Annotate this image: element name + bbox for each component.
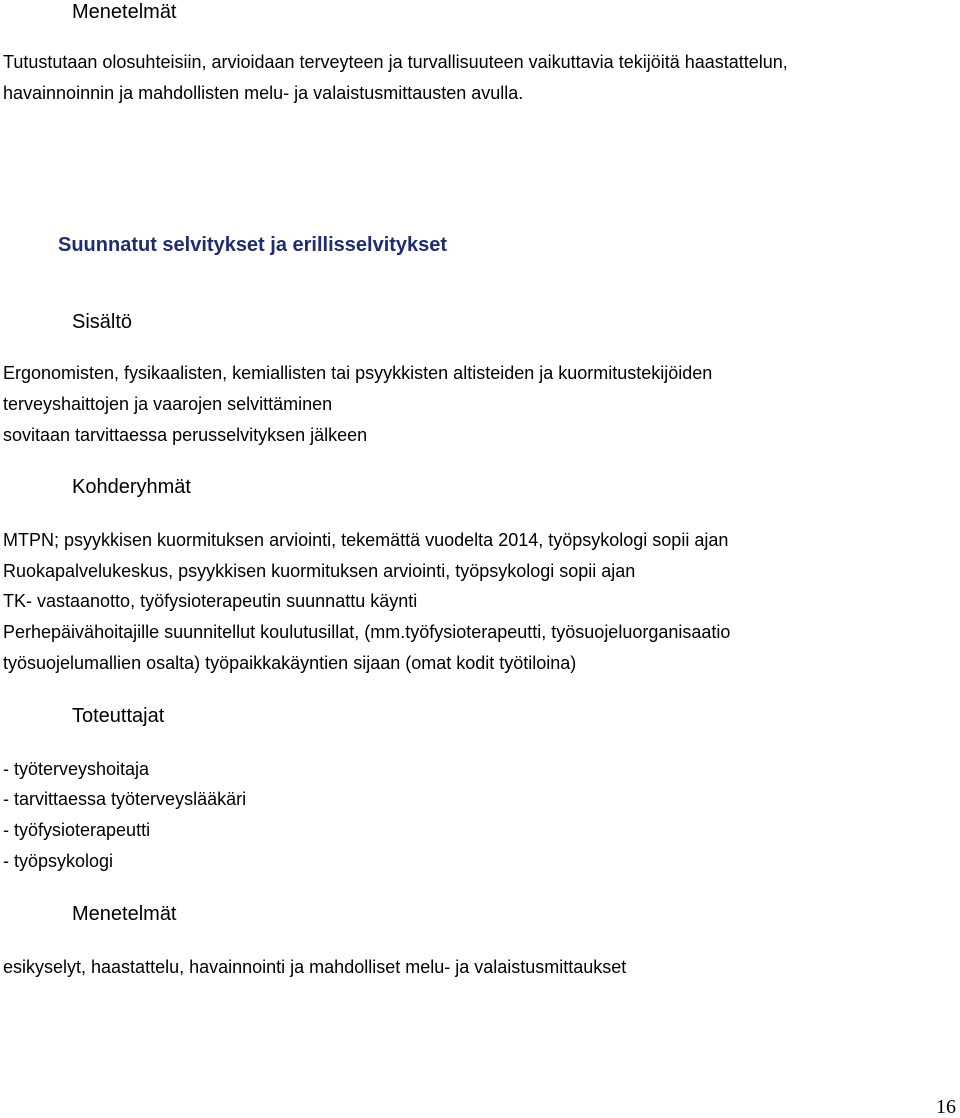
intro-line-2: havainnoinnin ja mahdollisten melu- ja valaistusmittausten avulla. [3, 83, 524, 103]
page-number: 16 [936, 1096, 956, 1118]
implementer-item-3: - työfysioterapeutti [3, 820, 151, 840]
targets-line-3: TK- vastaanotto, työfysioterapeutin suunnattu käynti [3, 591, 418, 611]
intro-line-1: Tutustutaan olosuhteisiin, arvioidaan terveyteen ja turvallisuuteen vaikuttavia tekijöitä haastattelun, [3, 52, 788, 72]
implementers-heading: Toteuttajat [72, 705, 165, 727]
implementer-item-2: - tarvittaessa työterveyslääkäri [3, 789, 247, 809]
targets-line-5: työsuojelumallien osalta) työpaikkakäyntien sijaan (omat kodit työtiloina) [3, 653, 577, 673]
targets-heading: Kohderyhmät [72, 476, 191, 498]
content-heading: Sisältö [72, 311, 133, 333]
methods-heading-top: Menetelmät [72, 1, 177, 23]
section-title: Suunnatut selvitykset ja erillisselvitykset [58, 234, 448, 256]
content-line-1: Ergonomisten, fysikaalisten, kemiallisten tai psyykkisten altisteiden ja kuormitustekijöiden [3, 363, 713, 383]
content-line-2: terveyshaittojen ja vaarojen selvittäminen [3, 394, 333, 414]
targets-line-2: Ruokapalvelukeskus, psyykkisen kuormituksen arviointi, työpsykologi sopii ajan [3, 561, 636, 581]
implementer-item-4: - työpsykologi [3, 851, 114, 871]
methods-heading: Menetelmät [72, 903, 177, 925]
implementer-item-1: - työterveyshoitaja [3, 759, 150, 779]
methods-line-1: esikyselyt, haastattelu, havainnointi ja mahdolliset melu- ja valaistusmittaukset [3, 957, 627, 977]
content-line-3: sovitaan tarvittaessa perusselvityksen jälkeen [3, 425, 368, 445]
targets-line-4: Perhepäivähoitajille suunnitellut koulutusillat, (mm.työfysioterapeutti, työsuojeluorganisaatio [3, 622, 731, 642]
targets-line-1: MTPN; psyykkisen kuormituksen arviointi, tekemättä vuodelta 2014, työpsykologi sopii ajan [3, 530, 729, 550]
